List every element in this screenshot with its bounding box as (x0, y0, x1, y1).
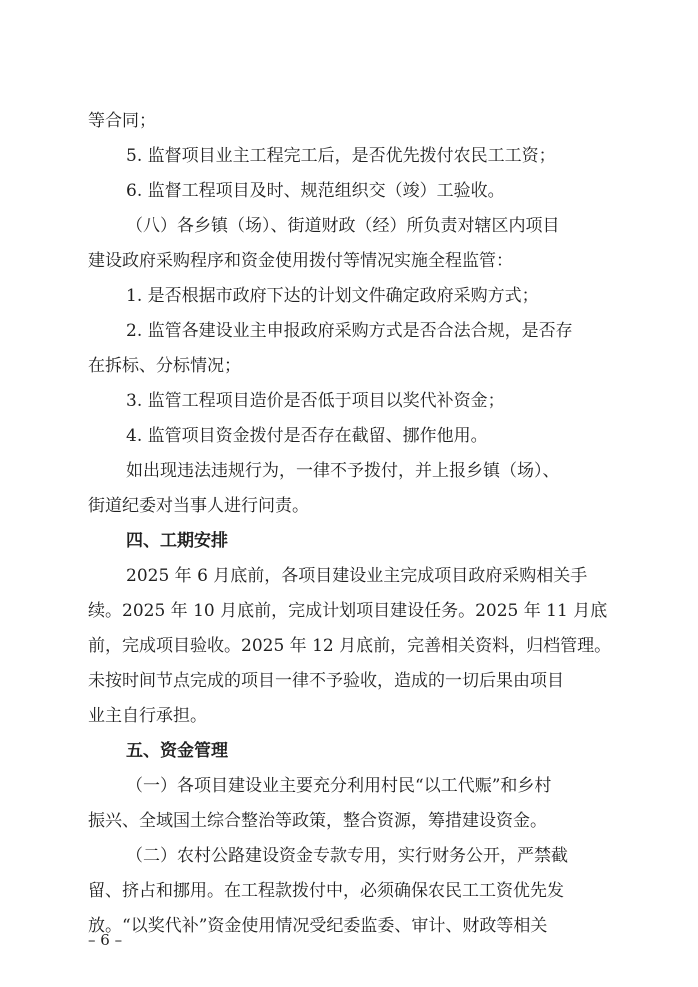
text-line: 如出现违法违规行为，一律不予拨付，并上报乡镇（场）、 (126, 461, 560, 481)
text-line: 2025 年 6 月底前，各项目建设业主完成项目政府采购相关手 (126, 566, 588, 586)
text-line: 未按时间节点完成的项目一律不予验收，造成的一切后果由项目 (88, 671, 564, 691)
text-line: 建设政府采购程序和资金使用拨付等情况实施全程监管： (88, 251, 513, 271)
section-heading: 四、工期安排 (126, 531, 228, 551)
text-line: 2. 监管各建设业主申报政府采购方式是否合法合规，是否存 (126, 321, 573, 341)
text-line: 续。2025 年 10 月底前，完成计划项目建设任务。2025 年 11 月底 (88, 601, 608, 621)
text-line: 3. 监管工程项目造价是否低于项目以奖代补资金； (126, 391, 505, 411)
text-line: 4. 监管项目资金拨付是否存在截留、挪作他用。 (126, 426, 488, 446)
text-line: 前，完成项目验收。2025 年 12 月底前，完善相关资料，归档管理。 (88, 636, 612, 656)
text-line: 等合同； (88, 111, 156, 131)
text-line: （二）农村公路建设资金专款专用，实行财务公开，严禁截 (126, 846, 568, 866)
text-line: 1. 是否根据市政府下达的计划文件确定政府采购方式； (126, 286, 539, 306)
text-line: 街道纪委对当事人进行问责。 (88, 496, 309, 516)
page-number: – 6 – (88, 931, 123, 949)
text-line: 6. 监督工程项目及时、规范组织交（竣）工验收。 (126, 181, 505, 201)
text-line: （八）各乡镇（场）、街道财政（经）所负责对辖区内项目 (126, 216, 560, 236)
text-line: 在拆标、分标情况； (88, 356, 241, 376)
text-line: 放。“以奖代补”资金使用情况受纪委监委、审计、财政等相关 (88, 916, 548, 936)
text-line: 5. 监督项目业主工程完工后，是否优先拨付农民工工资； (126, 146, 556, 166)
text-line: 业主自行承担。 (88, 706, 207, 726)
section-heading: 五、资金管理 (126, 741, 228, 761)
text-line: 振兴、全域国土综合整治等政策，整合资源，筹措建设资金。 (88, 811, 547, 831)
text-line: 留、挤占和挪用。在工程款拨付中，必须确保农民工工资优先发 (88, 881, 564, 901)
text-line: （一）各项目建设业主要充分利用村民“以工代赈”和乡村 (126, 776, 552, 796)
